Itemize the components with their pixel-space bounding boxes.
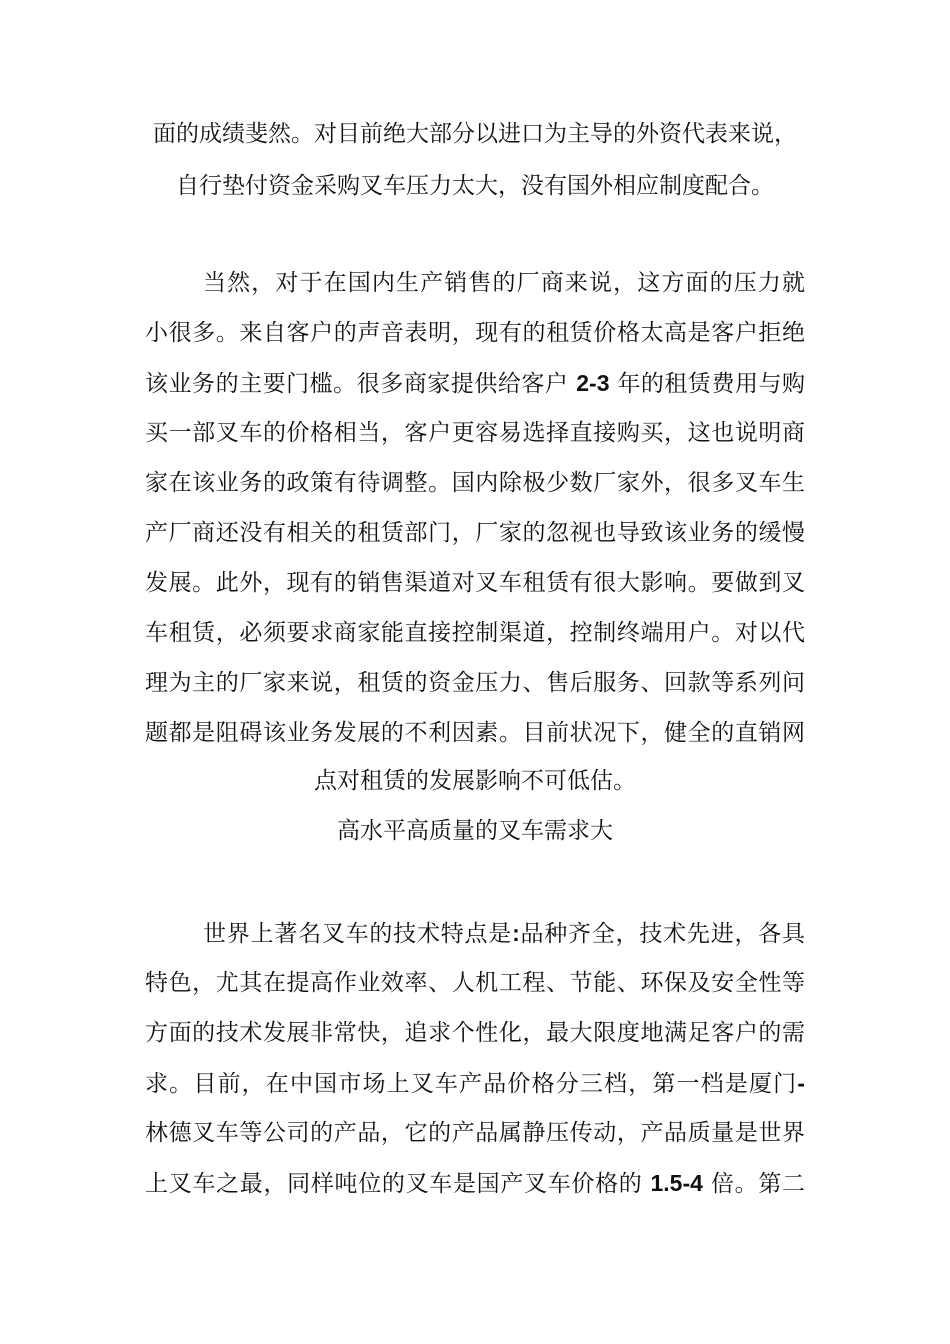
paragraph3-line-2: 特色，尤其在提高作业效率、人机工程、节能、环保及安全性等 xyxy=(145,970,805,996)
section-heading: 高水平高质量的叉车需求大 xyxy=(337,818,613,844)
paragraph2-line-4: 买一部叉车的价格相当，客户更容易选择直接购买，这也说明商 xyxy=(145,420,805,446)
paragraph2-line-11: 点对租赁的发展影响不可低估。 xyxy=(314,768,636,794)
paragraph1-line-1: 面的成绩斐然。对目前绝大部分以进口为主导的外资代表来说， xyxy=(153,121,797,147)
paragraph2-line-10: 题都是阻碍该业务发展的不利因素。目前状况下，健全的直销网 xyxy=(145,720,805,746)
paragraph3-line-6-text-b: 倍。第二 xyxy=(702,1171,806,1197)
paragraph3-line-3: 方面的技术发展非常快，追求个性化，最大限度地满足客户的需 xyxy=(145,1020,805,1046)
paragraph3-line-1-text-a: 世界上著名叉车的技术特点是 xyxy=(203,921,513,947)
paragraph2-line-9: 理为主的厂家来说，租赁的资金压力、售后服务、回款等系列问 xyxy=(145,670,805,696)
paragraph2-line-1: 当然，对于在国内生产销售的厂商来说，这方面的压力就 xyxy=(203,270,805,296)
paragraph2-line-5: 家在该业务的政策有待调整。国内除极少数厂家外，很多叉车生 xyxy=(145,470,805,496)
paragraph3-line-4-text: 求。目前，在中国市场上叉车产品价格分三档，第一档是厦门 xyxy=(145,1071,798,1097)
paragraph3-line-6-bold-value: 1.5-4 xyxy=(650,1170,703,1196)
paragraph2-line-3-text-b: 年的租赁费用与购 xyxy=(609,371,806,397)
paragraph2-line-3 xyxy=(145,368,805,398)
paragraph3-line-1 xyxy=(203,918,805,948)
paragraph3-line-1-text-b: 品种齐全，技术先进，各具 xyxy=(519,921,806,947)
paragraph3-line-6-text-a: 上叉车之最，同样吨位的叉车是国产叉车价格的 xyxy=(145,1171,651,1197)
paragraph2-line-7: 发展。此外，现有的销售渠道对叉车租赁有很大影响。要做到叉 xyxy=(145,570,805,596)
paragraph2-line-8: 车租赁，必须要求商家能直接控制渠道，控制终端用户。对以代 xyxy=(145,620,805,646)
paragraph3-line-6 xyxy=(145,1168,805,1198)
paragraph3-line-1-bold-colon: : xyxy=(512,920,520,946)
paragraph2-line-3-text-a: 该业务的主要门槛。很多商家提供给客户 xyxy=(145,371,577,397)
paragraph2-line-6: 产厂商还没有相关的租赁部门，厂家的忽视也导致该业务的缓慢 xyxy=(145,520,805,546)
paragraph1-line-2: 自行垫付资金采购叉车压力太大，没有国外相应制度配合。 xyxy=(176,173,774,199)
paragraph3-line-4-bold-dash: - xyxy=(797,1070,805,1096)
paragraph3-line-4 xyxy=(145,1068,805,1098)
paragraph2-line-3-bold-value: 2-3 xyxy=(576,370,610,396)
paragraph2-line-2: 小很多。来自客户的声音表明，现有的租赁价格太高是客户拒绝 xyxy=(145,320,805,346)
paragraph3-line-5: 林德叉车等公司的产品，它的产品属静压传动，产品质量是世界 xyxy=(145,1120,805,1146)
